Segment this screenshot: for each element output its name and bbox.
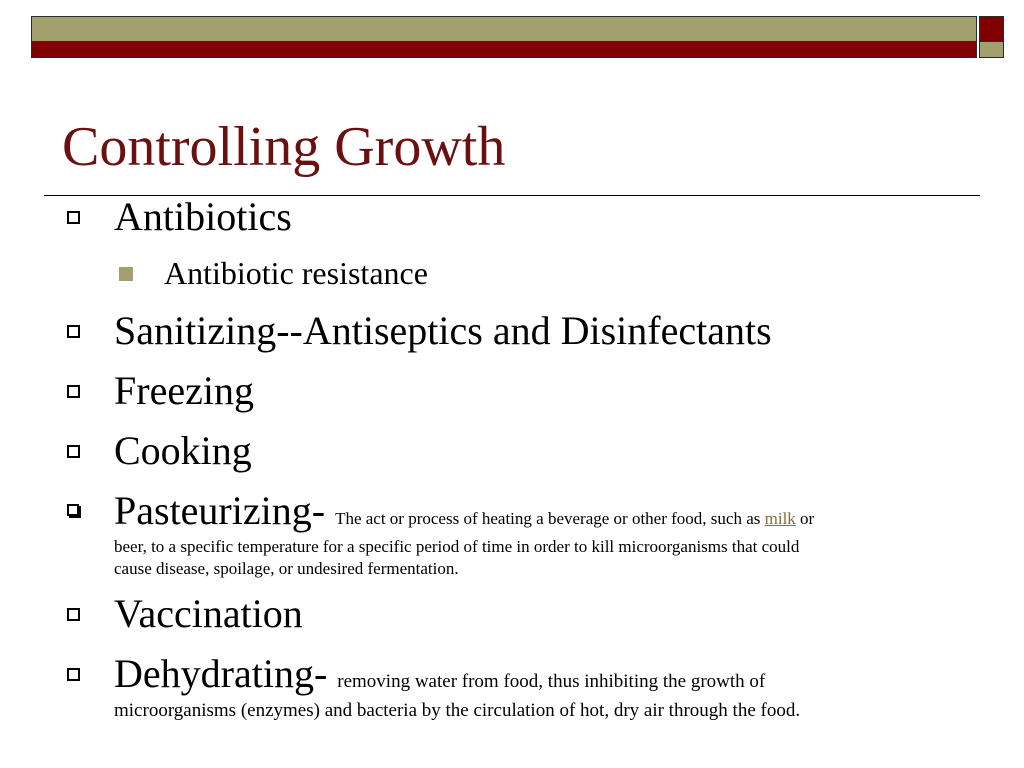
header-bar-red: [31, 42, 977, 58]
header-square-red: [979, 16, 1004, 42]
milk-link[interactable]: milk: [764, 509, 796, 528]
hollow-square-bullet-icon: [67, 385, 80, 398]
list-item-label: Sanitizing--Antiseptics and Disinfectants: [114, 308, 772, 353]
header-square-olive: [979, 42, 1004, 58]
shadowed-square-bullet-icon: [67, 504, 79, 516]
hollow-square-bullet-icon: [67, 668, 80, 681]
list-item-label: Freezing: [114, 368, 254, 413]
list-item-line1: [114, 651, 765, 697]
definition-line: microorganisms (enzymes) and bacteria by the circulation of hot, dry air through the food.: [114, 700, 801, 721]
sub-list-item-label: Antibiotic resistance: [164, 255, 428, 291]
filled-square-bullet-icon: [119, 267, 133, 281]
list-item-label: Dehydrating-: [114, 651, 328, 696]
hollow-square-bullet-icon: [67, 608, 80, 621]
list-item-label: Cooking: [114, 428, 252, 473]
list-item-label: Antibiotics: [114, 194, 292, 239]
list-item-label: Pasteurizing-: [114, 488, 326, 533]
definition-text: The act or process of heating a beverage or other food, such as: [335, 509, 765, 528]
definition-text: or: [795, 509, 815, 528]
list-item-label: Vaccination: [114, 591, 303, 636]
hollow-square-bullet-icon: [67, 445, 80, 458]
definition-line: beer, to a specific temperature for a specific period of time in order to kill microorganisms that could: [114, 537, 800, 556]
definition-line: cause disease, spoilage, or undesired fermentation.: [114, 559, 459, 578]
slide-title: Controlling Growth: [62, 116, 506, 178]
hollow-square-bullet-icon: [67, 211, 80, 224]
hollow-square-bullet-icon: [67, 325, 80, 338]
header-bar-olive: [31, 16, 977, 42]
definition-text: removing water from food, thus inhibiting the growth of: [337, 671, 766, 692]
list-item-line1: [114, 488, 814, 534]
